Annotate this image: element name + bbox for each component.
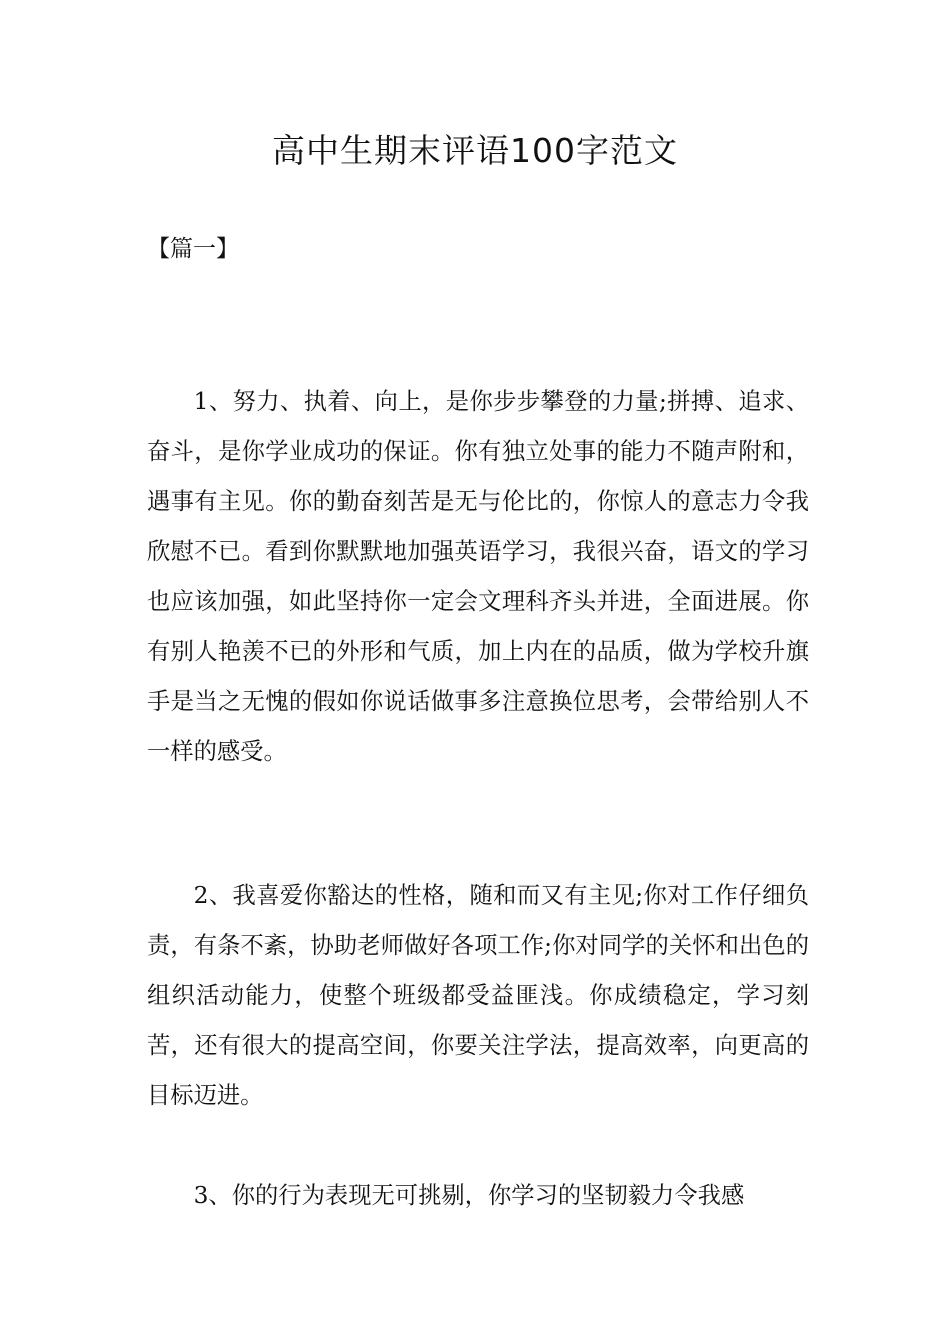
- document-title: 高中生期末评语100字范文: [272, 131, 678, 170]
- paragraph-2: 2、我喜爱你豁达的性格，随和而又有主见;你对工作仔细负责，有条不紊，协助老师做好各项工作;你对同学的关怀和出色的组织活动能力，使整个班级都受益匪浅。你成绩稳定，学习刻苦，还有很大的提高空间，你要关注学法，提高效率，向更高的目标迈进。: [147, 882, 809, 1109]
- paragraph-3: 3、你的行为表现无可挑剔，你学习的坚韧毅力令我感: [193, 1182, 745, 1209]
- paragraph-1: 1、努力、执着、向上，是你步步攀登的力量;拼搏、追求、奋斗，是你学业成功的保证。你有独立处事的能力不随声附和，遇事有主见。你的勤奋刻苦是无与伦比的，你惊人的意志力令我欣慰不已。看到你默默地加强英语学习，我很兴奋，语文的学习也应该加强，如此坚持你一定会文理科齐头并进，全面进展。你有别人艳羡不已的外形和气质，加上内在的品质，做为学校升旗手是当之无愧的假如你说话做事多注意换位思考，会带给别人不一样的感受。: [147, 388, 809, 765]
- section-heading: 【篇一】: [147, 236, 239, 262]
